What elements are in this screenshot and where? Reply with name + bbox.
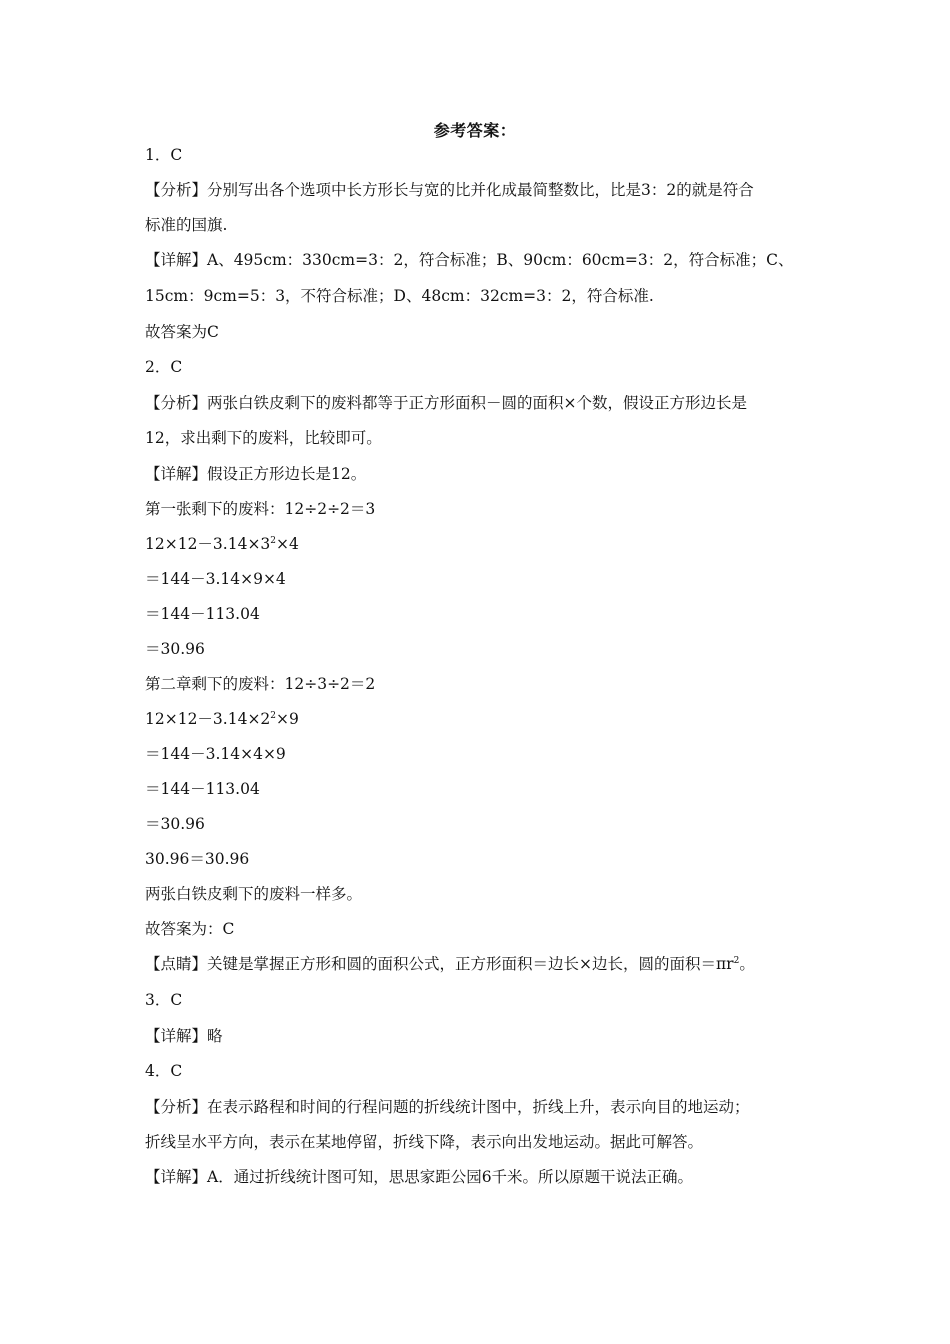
answer-1-conclusion: 故答案为C <box>145 323 219 341</box>
answer-2-analysis: 【分析】两张白铁皮剩下的废料都等于正方形面积－圆的面积×个数，假设正方形边长是 <box>145 394 747 412</box>
calc-line: 第二章剩下的废料：12÷3÷2＝2 <box>145 675 376 693</box>
calc-line: ＝144－113.04 <box>145 780 260 798</box>
answer-1-analysis: 【分析】分别写出各个选项中长方形长与宽的比并化成最简整数比，比是3：2的就是符合 <box>145 181 754 199</box>
calc-line: $12\times 12-3.14\times 2^2\times 9$ <box>145 710 299 728</box>
calc-line: 30.96＝30.96 <box>145 850 250 868</box>
answer-2-analysis-cont: 12，求出剩下的废料，比较即可。 <box>145 429 382 447</box>
calc-line: ＝144－113.04 <box>145 605 260 623</box>
answer-4-heading: 4．C <box>145 1062 183 1080</box>
answer-4-detail: 【详解】A．通过折线统计图可知，思思家距公园6千米。所以原题干说法正确。 <box>145 1168 694 1186</box>
answer-2-tip: 【点睛】关键是掌握正方形和圆的面积公式，正方形面积＝边长×边长，圆的面积$=\pi r^2$。 <box>145 955 755 973</box>
answer-2-heading: 2．C <box>145 358 183 376</box>
answer-3-heading: 3．C <box>145 991 183 1009</box>
calc-line: $12\times 12-3.14\times 3^2\times 4$ <box>145 535 299 553</box>
page-title: 参考答案： <box>433 121 517 140</box>
answer-1-detail-cont: 15cm：9cm=5：3，不符合标准；D、48cm：32cm=3：2，符合标准. <box>145 287 654 305</box>
calc-line: ＝144－3.14×4×9 <box>145 745 286 763</box>
answer-4-analysis: 【分析】在表示路程和时间的行程问题的折线统计图中，折线上升，表示向目的地运动； <box>145 1098 750 1116</box>
answer-2-detail: 【详解】假设正方形边长是12。 <box>145 465 367 483</box>
answer-2-summary: 两张白铁皮剩下的废料一样多。 <box>145 885 363 903</box>
calc-line: ＝30.96 <box>145 640 205 658</box>
calc-line: ＝144－3.14×9×4 <box>145 570 286 588</box>
answer-4-analysis-cont: 折线呈水平方向，表示在某地停留，折线下降，表示向出发地运动。据此可解答。 <box>145 1133 704 1151</box>
calc-line: 第一张剩下的废料：12÷2÷2＝3 <box>145 500 376 518</box>
answer-1-detail: 【详解】A、495cm：330cm=3：2，符合标准；B、90cm：60cm=3：2，符合标准；C、 <box>145 251 794 269</box>
calc-line: ＝30.96 <box>145 815 205 833</box>
answer-1-heading: 1．C <box>145 146 183 164</box>
answer-2-conclusion: 故答案为：C <box>145 920 235 938</box>
answer-1-analysis-cont: 标准的国旗. <box>145 216 228 234</box>
answer-3-detail: 【详解】略 <box>145 1027 223 1045</box>
